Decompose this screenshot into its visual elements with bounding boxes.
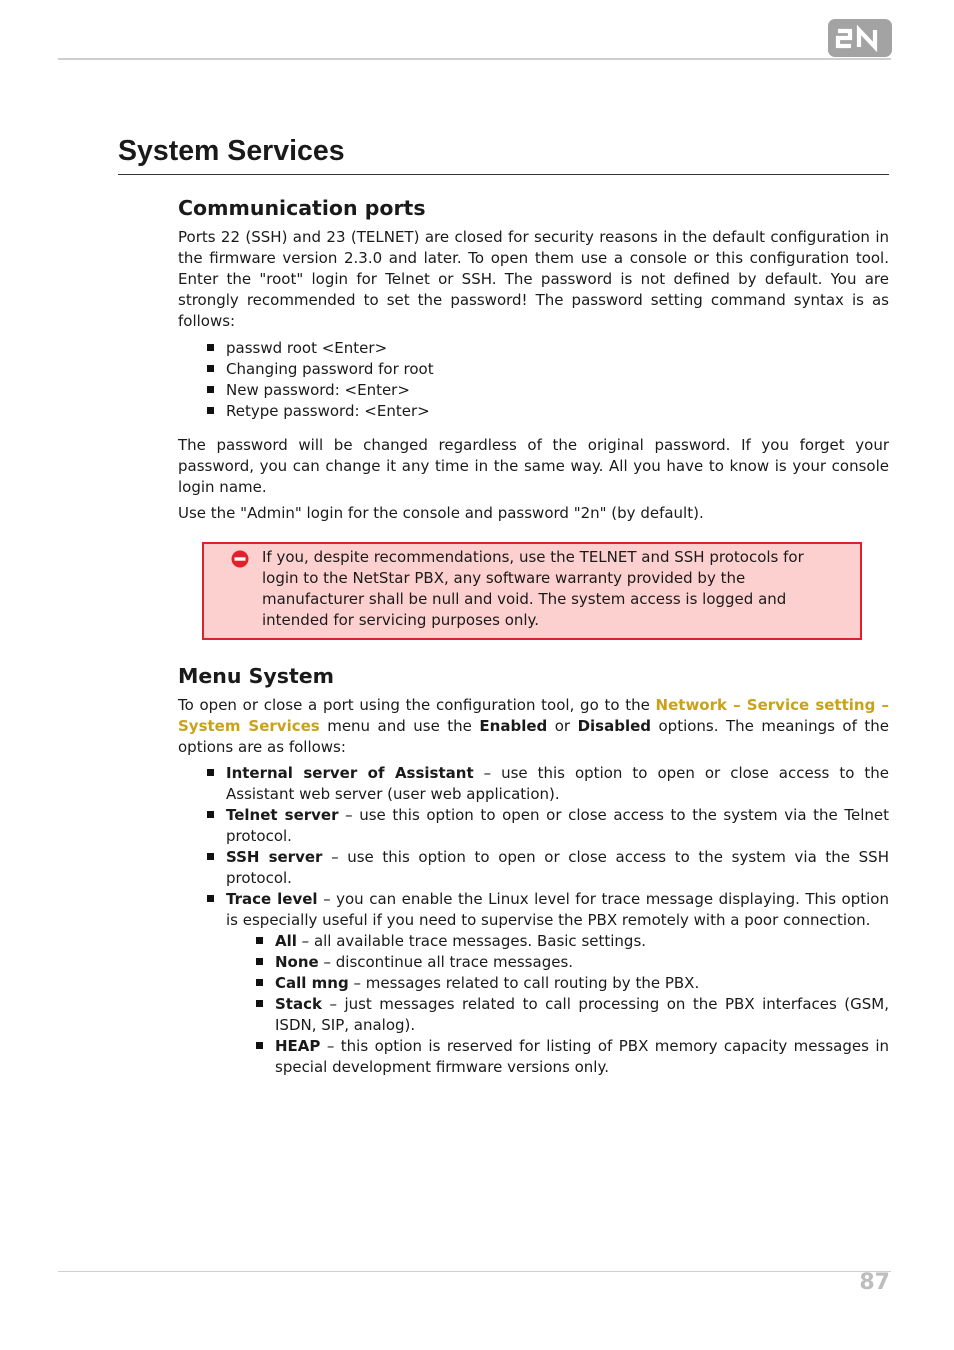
section-menu-system	[178, 662, 889, 1078]
header-rule	[58, 58, 891, 60]
disabled-term: Disabled	[577, 717, 652, 735]
page-title: System Services	[118, 132, 889, 175]
footer-rule	[58, 1271, 891, 1272]
password-paragraph: The password will be changed regardless of the original password. If you forget your password, you can change it any time in the same way. All you have to know is your console login name.	[178, 436, 889, 496]
option-ssh-server: SSH server – use this option to open or close access to the system via the SSH protocol.	[178, 847, 889, 889]
list-item: New password: <Enter>	[178, 380, 889, 401]
list-item: Changing password for root	[178, 359, 889, 380]
intro-paragraph: Ports 22 (SSH) and 23 (TELNET) are closed for security reasons in the default configuration in the firmware version 2.3.0 and later. To open them use a console or this configuration tool. Enter the "root" login for Telnet or SSH. The password is not defined by default. You are strongly recommended to set the password! The password setting command syntax is as follows:	[178, 228, 889, 330]
option-trace-level: Trace level – you can enable the Linux level for trace message displaying. This option is especially useful if you need to supervise the PBX remotely with a poor connection. All – all available trace messages. Basic settings. None – discontinue all trace messages. Call mng – messages related to call routing by the PBX. Stack – just messages related to call processing on the PBX interfaces (GSM, ISDN, SIP, analog). HEAP – this option is reserved for listing of PBX memory capacity messages in special development firmware versions only.	[178, 889, 889, 1078]
no-entry-icon	[231, 550, 249, 568]
warning-box	[202, 542, 862, 640]
admin-login-paragraph: Use the "Admin" login for the console and password "2n" (by default).	[178, 504, 704, 522]
company-logo	[828, 19, 892, 57]
trace-level-call-mng: Call mng – messages related to call routing by the PBX.	[178, 973, 889, 994]
enabled-term: Enabled	[479, 717, 548, 735]
menu-intro-paragraph: To open or close a port using the configuration tool, go to the Network – Service setting – System Services menu and use the Enabled or Disabled options. The meanings of the options are as follows:	[178, 696, 889, 756]
menu-path-link[interactable]: Network – Service setting – System Services	[178, 696, 889, 735]
page-number: 87	[859, 1270, 890, 1295]
section-heading: Menu System	[178, 664, 335, 688]
logo-2n-icon	[828, 19, 892, 57]
list-item: passwd root <Enter>	[178, 338, 889, 359]
section-heading: Communication ports	[178, 196, 426, 220]
option-telnet-server: Telnet server – use this option to open or close access to the system via the Telnet protocol.	[178, 805, 889, 847]
options-list	[178, 763, 889, 1078]
trace-level-list	[226, 931, 889, 1078]
command-list	[178, 338, 889, 422]
trace-level-stack: Stack – just messages related to call processing on the PBX interfaces (GSM, ISDN, SIP, analog).	[178, 994, 889, 1036]
trace-level-heap: HEAP – this option is reserved for listing of PBX memory capacity messages in special development firmware versions only.	[178, 1036, 889, 1078]
page-content	[178, 194, 889, 1078]
trace-level-all: All – all available trace messages. Basic settings.	[178, 931, 889, 952]
trace-level-none: None – discontinue all trace messages.	[178, 952, 889, 973]
option-internal-server: Internal server of Assistant – use this option to open or close access to the Assistant web server (user web application).	[178, 763, 889, 805]
list-item: Retype password: <Enter>	[178, 401, 889, 422]
section-communication-ports	[178, 194, 889, 640]
warning-text: If you, despite recommendations, use the TELNET and SSH protocols for login to the NetStar PBX, any software warranty provided by the manufacturer shall be null and void. The system access is logged and intended for servicing purposes only.	[262, 548, 804, 629]
